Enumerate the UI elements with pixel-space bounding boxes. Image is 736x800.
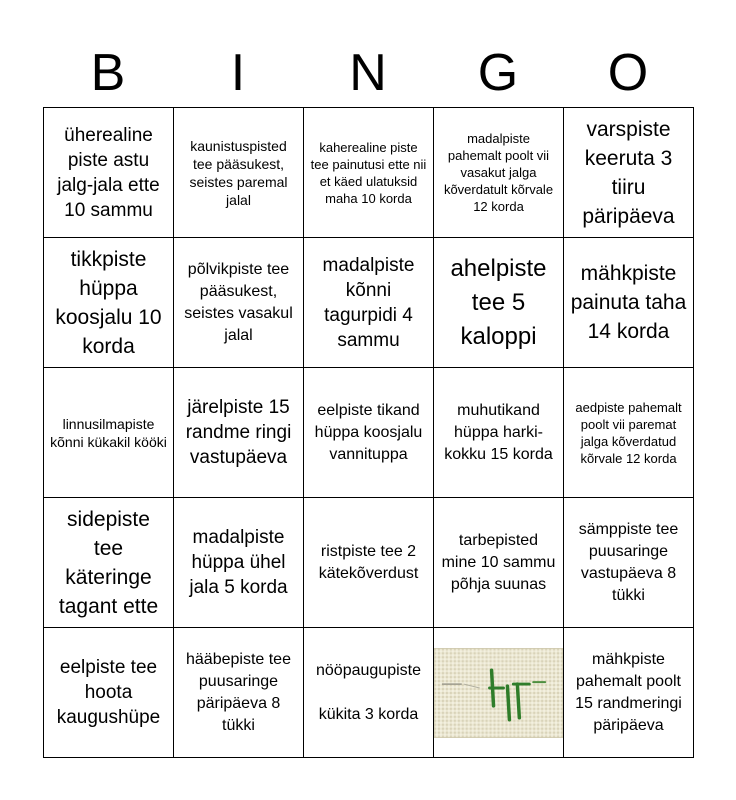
cell-text: eelpiste tee hoota kaugushüpe (56, 657, 161, 728)
bingo-header (43, 42, 693, 104)
cell-text: muhutikand hüppa harki-kokku 15 korda (444, 401, 553, 463)
bingo-cell[interactable] (304, 108, 434, 238)
cell-text: tarbepisted mine 10 sammu põhja suunas (441, 531, 556, 593)
bingo-cell[interactable] (174, 498, 304, 628)
cell-text: põlvikpiste tee pääsukest, seistes vasakul jalal (184, 260, 293, 344)
bingo-cell[interactable] (564, 108, 694, 238)
bingo-cell[interactable] (304, 368, 434, 498)
cell-text: ristpiste tee 2 kätekõverdust (318, 542, 419, 582)
bingo-cell[interactable] (434, 238, 564, 368)
bingo-cell[interactable] (44, 238, 174, 368)
bingo-cell[interactable] (564, 628, 694, 758)
header-letter-i: I (230, 44, 246, 102)
header-letter-b: B (90, 44, 126, 102)
cell-text: tikkpiste hüppa koosjalu 10 korda (55, 247, 162, 358)
bingo-cell[interactable] (564, 238, 694, 368)
cell-text: linnusilmapiste kõnni kükakil kööki (50, 415, 167, 450)
bingo-cell[interactable] (174, 108, 304, 238)
cell-text: mähkpiste painuta taha 14 korda (570, 262, 687, 343)
bingo-cell[interactable] (44, 368, 174, 498)
cell-text: üherealine piste astu jalg-jala ette 10 sammu (57, 124, 160, 221)
bingo-grid (43, 107, 694, 758)
cell-text: madalpiste kõnni tagurpidi 4 sammu (322, 254, 415, 351)
cell-text: madalpiste hüppa ühel jala 5 korda (189, 527, 288, 598)
cell-text: kaherealine piste tee painutusi ette nii et käed ulatuksid maha 10 korda (310, 139, 427, 206)
bingo-cell[interactable] (564, 368, 694, 498)
cell-text: nööpaugupiste kükita 3 korda (316, 661, 421, 723)
bingo-cell[interactable] (174, 628, 304, 758)
bingo-cell[interactable] (174, 238, 304, 368)
bingo-cell-photo[interactable] (434, 628, 564, 758)
bingo-cell[interactable] (44, 498, 174, 628)
bingo-cell[interactable] (304, 498, 434, 628)
cell-text: eelpiste tikand hüppa koosjalu vannituppa (314, 401, 423, 463)
cell-text: sämppiste tee puusaringe vastupäeva 8 tükki (578, 520, 679, 604)
cell-text: aedpiste pahemalt poolt vii paremat jalga kõverdatud kõrvale 12 korda (575, 399, 682, 466)
bingo-cell[interactable] (304, 628, 434, 758)
cell-text: järelpiste 15 randme ringi vastupäeva (185, 397, 292, 468)
header-letter-o: O (607, 44, 649, 102)
bingo-cell[interactable] (434, 108, 564, 238)
bingo-cell[interactable] (434, 368, 564, 498)
bingo-cell[interactable] (434, 498, 564, 628)
bingo-cell[interactable] (44, 108, 174, 238)
cell-text: varspiste keeruta 3 tiiru päripäeva (582, 117, 675, 228)
embroidery-photo-icon (434, 648, 563, 738)
cell-text: kaunistuspisted tee pääsukest, seistes paremal jalal (189, 137, 288, 208)
header-letter-n: N (349, 44, 387, 102)
cell-text: madalpiste pahemalt poolt vii vasakut jalga kõverdatult kõrvale 12 korda (443, 131, 554, 214)
cell-text: ahelpiste tee 5 kaloppi (450, 254, 547, 350)
header-letter-g: G (477, 44, 519, 102)
bingo-cell[interactable] (44, 628, 174, 758)
bingo-cell[interactable] (564, 498, 694, 628)
bingo-cell[interactable] (304, 238, 434, 368)
cell-text: sidepiste tee käteringe tagant ette (58, 507, 159, 618)
cell-text: hääbepiste tee puusaringe päripäeva 8 tükki (186, 650, 291, 734)
cell-text: mähkpiste pahemalt poolt 15 randmeringi päripäeva (575, 650, 682, 734)
bingo-cell[interactable] (174, 368, 304, 498)
